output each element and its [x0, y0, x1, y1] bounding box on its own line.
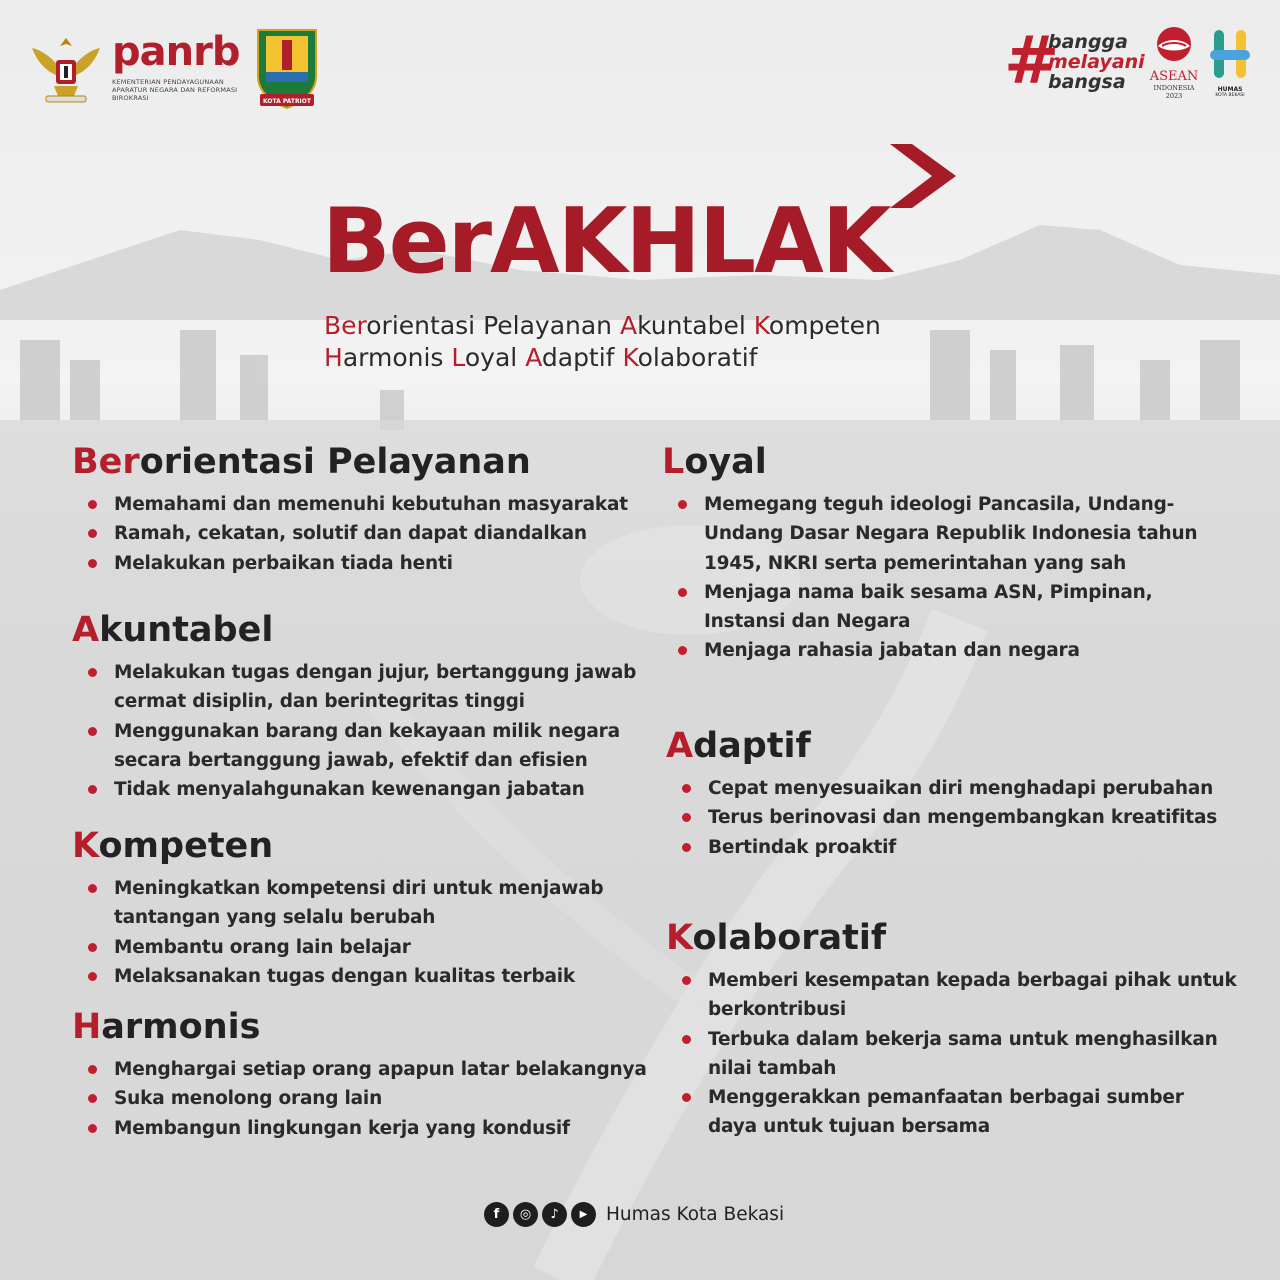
asean-sub: INDONESIA: [1153, 84, 1195, 92]
section-title-first: L: [662, 442, 685, 482]
subtitle-hl: H: [324, 343, 343, 372]
list-item: Menggerakkan pemanfaatan berbagai sumber: [666, 1083, 1237, 1112]
hashtag-line-2: melayani: [1048, 51, 1145, 73]
bullet-icon: [88, 972, 97, 981]
section-title-rest: daptif: [693, 726, 811, 766]
instagram-icon[interactable]: ◎: [513, 1202, 538, 1227]
list-item: Memberi kesempatan kepada berbagai pihak untuk: [666, 966, 1237, 995]
bullet-icon: [682, 813, 691, 822]
bullet-icon: [88, 884, 97, 893]
list-item-continuation: daya untuk tujuan bersama: [708, 1116, 991, 1138]
list-item: Bertindak proaktif: [666, 833, 1217, 862]
bullet-icon: [88, 1124, 97, 1133]
bangga-melayani-bangsa-logo: [1004, 22, 1145, 99]
subtitle-rest: Pelayanan: [483, 311, 620, 340]
title-subtitle: [324, 310, 881, 374]
page-title: BerAKHLAK: [322, 189, 890, 294]
subtitle-rest: daptif: [541, 343, 623, 372]
list-item: Memahami dan memenuhi kebutuhan masyarakat: [72, 490, 628, 519]
bullet-icon: [678, 588, 687, 597]
youtube-icon[interactable]: ▶: [571, 1202, 596, 1227]
bullet-icon: [678, 500, 687, 509]
list-item-continuation: cermat disiplin, dan berintegritas tinggi: [114, 691, 525, 713]
title-block: [322, 140, 962, 380]
subtitle-rest: orientasi: [366, 311, 484, 340]
subtitle-rest: kuntabel: [637, 311, 754, 340]
bullet-icon: [88, 529, 97, 538]
section-title-rest: kuntabel: [99, 610, 274, 650]
section-title-rest: ompeten: [98, 826, 274, 866]
bullet-icon: [682, 1093, 691, 1102]
list-item: Melakukan tugas dengan jujur, bertanggung jawab: [72, 658, 636, 687]
list-item: Membangun lingkungan kerja yang kondusif: [72, 1114, 647, 1143]
humas-h-icon: [1206, 26, 1254, 82]
bekasi-crest-logo: [252, 26, 322, 112]
list-item: Menghargai setiap orang apapun latar belakangnya: [72, 1055, 647, 1084]
section-harmonis: [72, 1007, 647, 1143]
subtitle-line-1: [324, 310, 881, 342]
hashtag-line-1: bangga: [1048, 31, 1128, 53]
list-item: Terus berinovasi dan mengembangkan kreatifitas: [666, 803, 1217, 832]
tiktok-icon[interactable]: ♪: [542, 1202, 567, 1227]
humas-kota-bekasi-logo: [1204, 26, 1256, 106]
list-item: Suka menolong orang lain: [72, 1084, 647, 1113]
section-title-first: K: [72, 826, 99, 866]
section-title: [666, 726, 1217, 766]
subtitle-hl: K: [622, 343, 638, 372]
bullet-icon: [88, 559, 97, 568]
section-title-first: A: [666, 726, 694, 766]
asean-word: ASEAN: [1149, 69, 1199, 84]
bullet-icon: [88, 668, 97, 677]
bullet-icon: [682, 843, 691, 852]
subtitle-hl: Ber: [324, 311, 367, 340]
footer-social: [484, 1200, 784, 1228]
bullet-icon: [678, 646, 687, 655]
section-title: [72, 442, 628, 482]
section-akuntabel: [72, 610, 636, 804]
subtitle-rest: ompeten: [768, 311, 881, 340]
list-item-continuation: berkontribusi: [708, 999, 847, 1021]
subtitle-line-2: [324, 342, 881, 374]
subtitle-hl: L: [451, 343, 465, 372]
bullet-icon: [88, 943, 97, 952]
subtitle-hl: A: [525, 343, 542, 372]
garuda-logo: [28, 32, 104, 106]
section-title-first: K: [666, 918, 693, 958]
bekasi-crest-motto: KOTA PATRIOT: [262, 98, 312, 105]
facebook-icon[interactable]: f: [484, 1202, 509, 1227]
bullet-icon: [682, 976, 691, 985]
footer-account-name: Humas Kota Bekasi: [606, 1203, 785, 1225]
section-loyal: [662, 442, 1197, 666]
section-title: [72, 1007, 647, 1047]
bullet-icon: [88, 1065, 97, 1074]
section-title: [72, 610, 636, 650]
section-title-rest: olaboratif: [692, 918, 887, 958]
list-item: Menjaga nama baik sesama ASN, Pimpinan,: [662, 578, 1197, 607]
list-item: Meningkatkan kompetensi diri untuk menjawab: [72, 874, 603, 903]
list-item-continuation: secara bertanggung jawab, efektif dan efisien: [114, 749, 588, 771]
list-item-continuation: nilai tambah: [708, 1057, 837, 1079]
list-item: Memegang teguh ideologi Pancasila, Undang-: [662, 490, 1197, 519]
list-item: Menjaga rahasia jabatan dan negara: [662, 636, 1197, 665]
list-item: Menggunakan barang dan kekayaan milik negara: [72, 717, 636, 746]
section-title-first: H: [72, 1007, 102, 1047]
section-kompeten: [72, 826, 603, 991]
section-title-rest: oyal: [684, 442, 767, 482]
section-title-first: A: [72, 610, 100, 650]
panrb-wordmark: panrb: [112, 29, 240, 75]
list-item: Melaksanakan tugas dengan kualitas terbaik: [72, 962, 603, 991]
section-adaptif: [666, 726, 1217, 862]
subtitle-rest: armonis: [342, 343, 452, 372]
hashtag-symbol: #: [1004, 22, 1060, 99]
section-title-rest: armonis: [101, 1007, 261, 1047]
asean-emblem-icon: [1152, 24, 1196, 64]
list-item-continuation: Undang Dasar Negara Republik Indonesia tahun: [704, 523, 1198, 545]
bullet-icon: [682, 784, 691, 793]
list-item: Melakukan perbaikan tiada henti: [72, 549, 628, 578]
subtitle-hl: K: [753, 311, 769, 340]
list-item: Cepat menyesuaikan diri menghadapi perubahan: [666, 774, 1217, 803]
section-title-rest: orientasi Pelayanan: [139, 442, 531, 482]
bullet-icon: [88, 500, 97, 509]
bullet-icon: [88, 1094, 97, 1103]
panrb-logo: [112, 30, 252, 102]
section-kolaboratif: [666, 918, 1237, 1142]
subtitle-rest: olaboratif: [637, 343, 758, 372]
list-item: Membantu orang lain belajar: [72, 933, 603, 962]
list-item-continuation: Instansi dan Negara: [704, 611, 911, 633]
panrb-subtitle: KEMENTERIAN PENDAYAGUNAAN APARATUR NEGARA DAN REFORMASI BIROKRASI: [112, 78, 238, 102]
asean-year: 2023: [1165, 92, 1183, 100]
hashtag-line-3: bangsa: [1048, 71, 1126, 93]
list-item: Ramah, cekatan, solutif dan dapat diandalkan: [72, 519, 628, 548]
list-item-continuation: 1945, NKRI serta pemerintahan yang sah: [704, 552, 1127, 574]
bullet-icon: [88, 727, 97, 736]
section-title: [662, 442, 1197, 482]
humas-word: HUMAS: [1217, 86, 1243, 93]
asean-2023-logo: [1148, 24, 1200, 104]
humas-sub: KOTA BEKASI: [1215, 93, 1245, 98]
list-item: Tidak menyalahgunakan kewenangan jabatan: [72, 775, 636, 804]
bullet-icon: [682, 1035, 691, 1044]
bullet-icon: [88, 785, 97, 794]
section-title: [72, 826, 603, 866]
section-title: [666, 918, 1237, 958]
chevron-right-icon: [882, 140, 960, 236]
subtitle-hl: A: [619, 311, 638, 340]
section-title-first: Ber: [72, 442, 140, 482]
list-item-continuation: tantangan yang selalu berubah: [114, 907, 436, 929]
section-berorientasi-pelayanan: [72, 442, 628, 578]
subtitle-rest: oyal: [464, 343, 526, 372]
list-item: Terbuka dalam bekerja sama untuk menghasilkan: [666, 1025, 1237, 1054]
